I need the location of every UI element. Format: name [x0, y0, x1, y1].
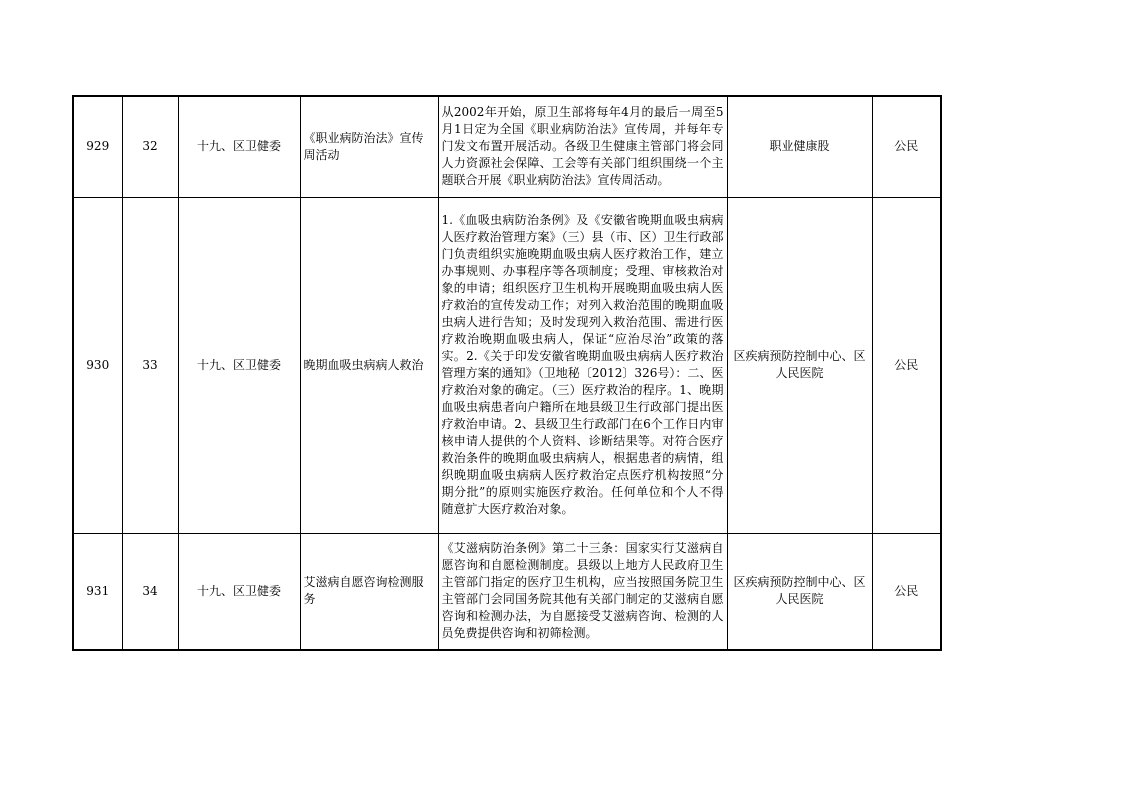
- seq-cell: 931: [73, 533, 122, 650]
- table-row: [73, 96, 941, 197]
- item-name-cell: 晚期血吸虫病病人救治: [300, 197, 438, 533]
- basis-cell: 从2002年开始，原卫生部将每年4月的最后一周至5月1日定为全国《职业病防治法》宣传周，并每年专门发文布置开展活动。各级卫生健康主管部门将会同人力资源社会保障、工会等有关部门组织围绕一个主题联合开展《职业病防治法》宣传周活动。: [438, 96, 727, 197]
- sub-seq-cell: 33: [122, 197, 178, 533]
- item-name-cell: 艾滋病自愿咨询检测服务: [300, 533, 438, 650]
- responsible-unit-cell: 区疾病预防控制中心、区人民医院: [727, 533, 872, 650]
- item-name-cell: 《职业病防治法》宣传周活动: [300, 96, 438, 197]
- sub-seq-cell: 34: [122, 533, 178, 650]
- department-cell: 十九、区卫健委: [178, 96, 300, 197]
- basis-cell: 1.《血吸虫病防治条例》及《安徽省晚期血吸虫病病人医疗救治管理方案》（三）县（市、区）卫生行政部门负责组织实施晚期血吸虫病人医疗救治工作，建立办事规则、办事程序等各项制度；受理、审核救治对象的申请；组织医疗卫生机构开展晚期血吸虫病人医疗救治的宣传发动工作；对列入救治范围的晚期血吸虫病人进行告知；及时发现列入救治范围、需进行医疗救治晚期血吸虫病人，保证“应治尽治”政策的落实。2.《关于印发安徽省晚期血吸虫病病人医疗救治管理方案的通知》（卫地秘〔2012〕326号）：二、医疗救治对象的确定。（三）医疗救治的程序。1、晚期血吸虫病患者向户籍所在地县级卫生行政部门提出医疗救治申请。2、县级卫生行政部门在6个工作日内审核申请人提供的个人资料、诊断结果等。对符合医疗救治条件的晚期血吸虫病病人，根据患者的病情，组织晚期血吸虫病病人医疗救治定点医疗机构按照“分期分批”的原则实施医疗救治。任何单位和个人不得随意扩大医疗救治对象。: [438, 197, 727, 533]
- seq-cell: 929: [73, 96, 122, 197]
- table-row: [73, 197, 941, 533]
- department-cell: 十九、区卫健委: [178, 533, 300, 650]
- table-row: [73, 533, 941, 650]
- seq-cell: 930: [73, 197, 122, 533]
- service-target-cell: 公民: [872, 96, 941, 197]
- responsible-unit-cell: 职业健康股: [727, 96, 872, 197]
- service-target-cell: 公民: [872, 197, 941, 533]
- service-target-cell: 公民: [872, 533, 941, 650]
- sub-seq-cell: 32: [122, 96, 178, 197]
- responsible-unit-cell: 区疾病预防控制中心、区人民医院: [727, 197, 872, 533]
- service-list-table: [72, 95, 942, 651]
- basis-cell: 《艾滋病防治条例》第二十三条：国家实行艾滋病自愿咨询和自愿检测制度。县级以上地方人民政府卫生主管部门指定的医疗卫生机构，应当按照国务院卫生主管部门会同国务院其他有关部门制定的艾滋病自愿咨询和检测办法，为自愿接受艾滋病咨询、检测的人员免费提供咨询和初筛检测。: [438, 533, 727, 650]
- department-cell: 十九、区卫健委: [178, 197, 300, 533]
